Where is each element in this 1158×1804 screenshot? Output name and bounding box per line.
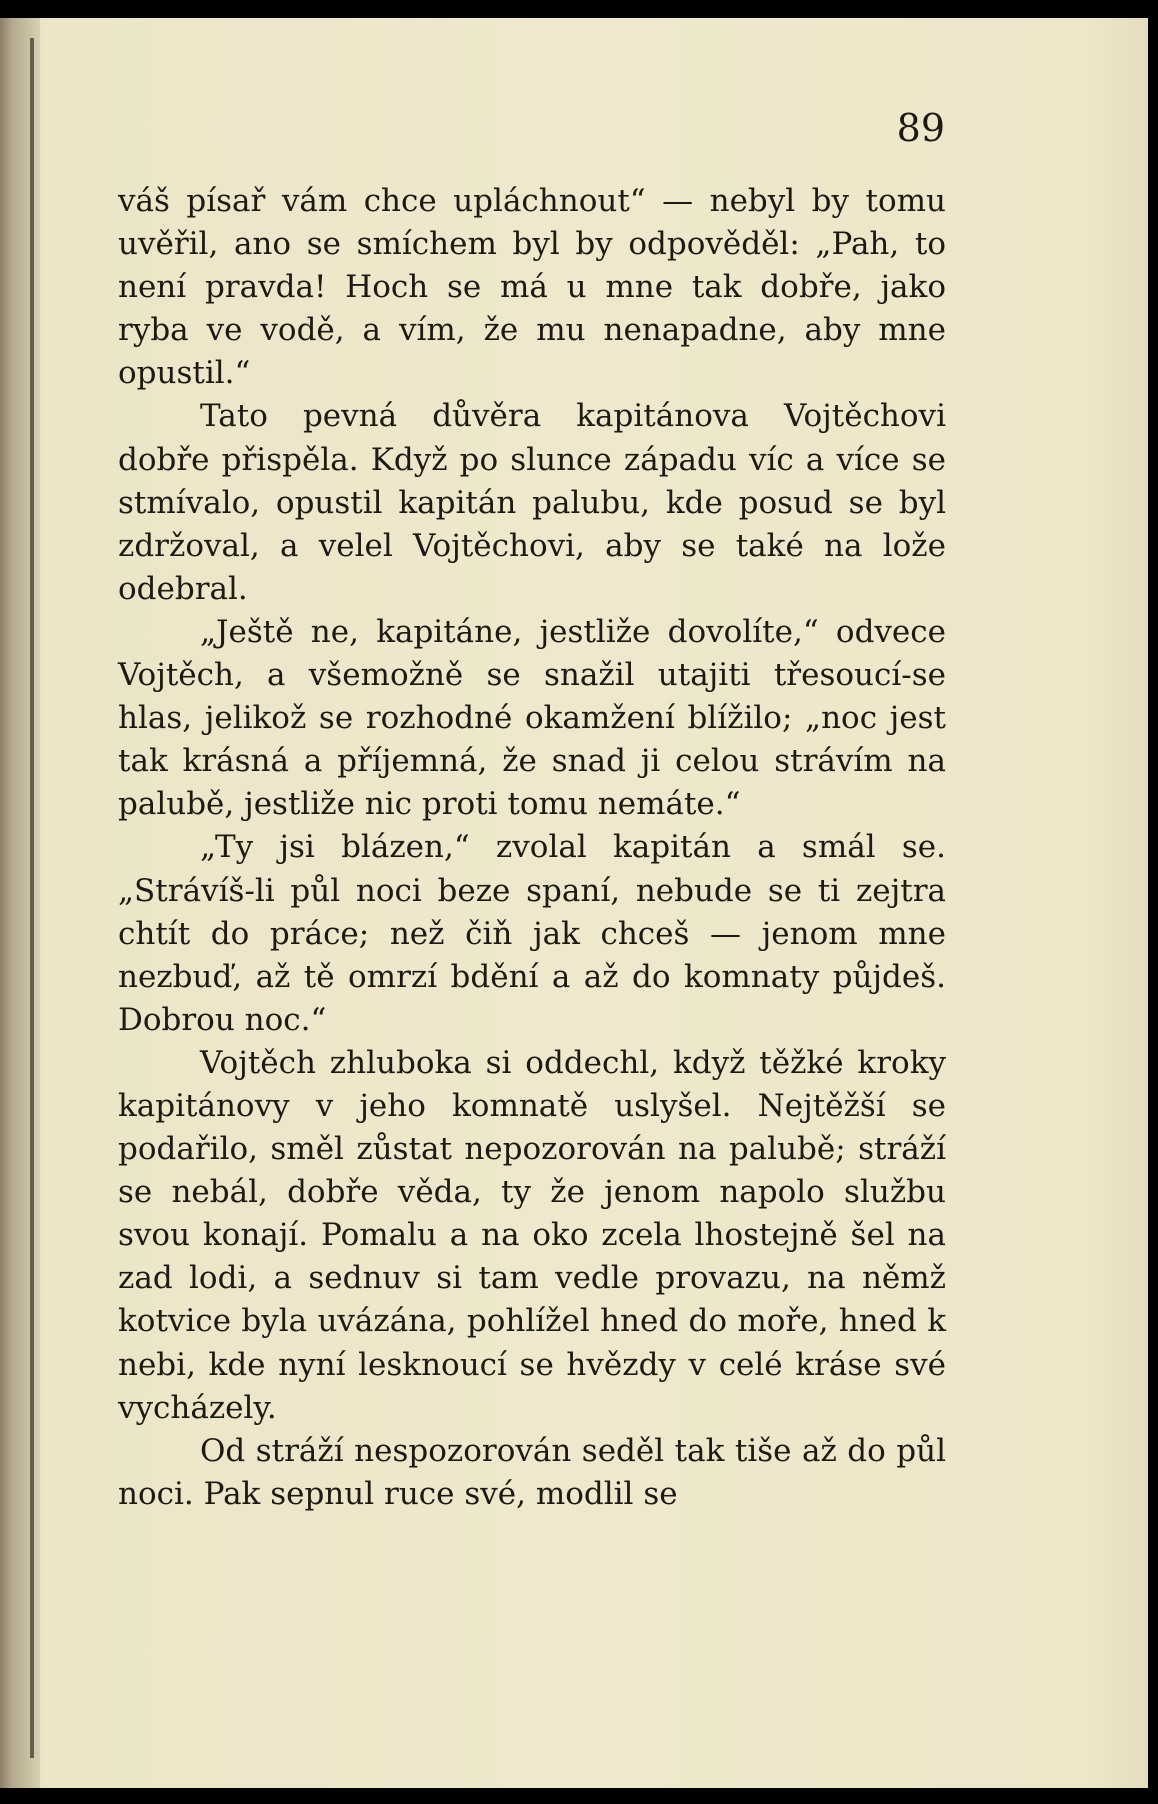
binding-edge-line: [30, 38, 34, 1758]
paragraph-5: Vojtěch zhluboka si oddechl, když těžké kroky kapitánovy v jeho komnatě uslyšel. Nejtěžší se podařilo, směl zůstat nepozorován na palubě; stráží se nebál, dobře věda, ty že jenom napolo službu svou konají. Pomalu a na oko zcela lhostejně šel na zad lodi, a sednuv si tam vedle provazu, na němž kotvice byla uvázána, pohlížel hned do moře, hned k nebi, kde nyní lesknoucí se hvězdy v celé kráse své vycházely.: [118, 1044, 946, 1426]
paragraph-6: Od stráží nespozorován seděl tak tiše až do půl noci. Pak sepnul ruce své, modlil se: [118, 1432, 946, 1512]
paragraph-4: „Ty jsi blázen,“ zvolal kapitán a smál se. „Strávíš-li půl noci beze spaní, nebude se ti zejtra chtít do práce; než čiň jak chceš — jenom mne nezbuď, až tě omrzí bdění a až do komnaty půjdeš. Dobrou noc.“: [118, 829, 946, 1038]
paragraph-3: „Ještě ne, kapitáne, jestliže dovolíte,“ odvece Vojtěch, a všemožně se snažil utajiti třesoucí-se hlas, jelikož se rozhodné okamžení blížilo; „noc jest tak krásná a příjemná, že snad ji celou strávím na palubě, jestliže nic proti tomu nemáte.“: [118, 613, 946, 823]
book-page: [0, 18, 1148, 1788]
page-number: 89: [896, 106, 945, 150]
paragraph-2: Tato pevná důvěra kapitánova Vojtěchovi dobře přispěla. Když po slunce západu víc a více se stmívalo, opustil kapitán palubu, kde posud se byl zdržoval, a velel Vojtěchovi, aby se také na lože odebral.: [118, 398, 946, 607]
page-binding-shadow: [0, 18, 40, 1788]
body-text: [118, 180, 946, 1516]
paragraph-1: váš písař vám chce upláchnout“ — nebyl by tomu uvěřil, ano se smíchem byl by odpověděl: „Pah, to není pravda! Hoch se má u mne tak dobře, jako ryba ve vodě, a vím, že mu nenapadne, aby mne opustil.“: [118, 183, 946, 392]
